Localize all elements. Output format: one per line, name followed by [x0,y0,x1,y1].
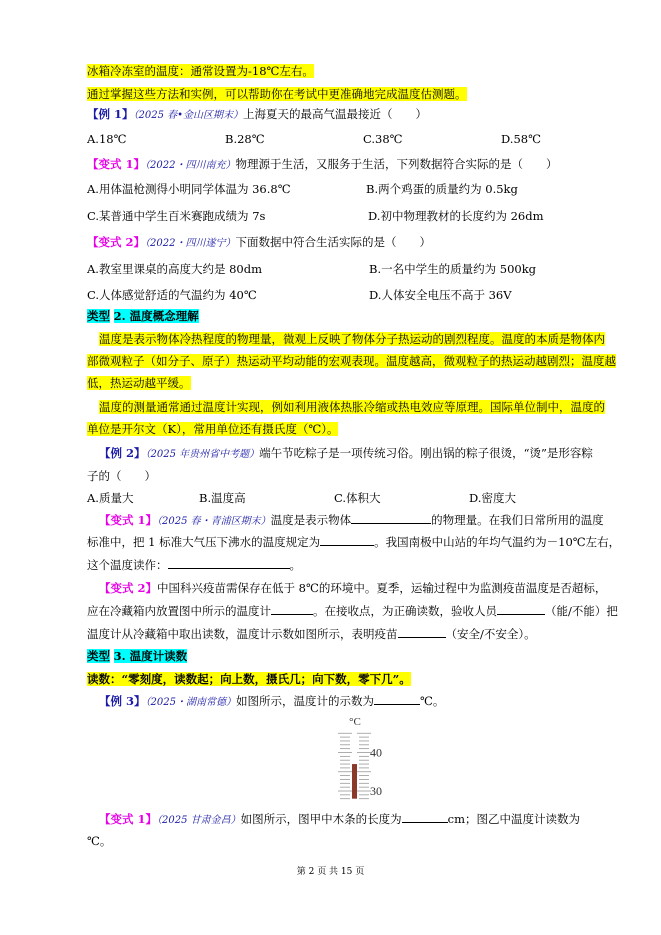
example-2-question-cont: 子的（ ） [87,469,156,483]
thermometer-unit-label: °C [349,716,361,728]
example-2-question: 【例 2】（2025 年贵州省中考题）端午节吃粽子是一项传统习俗。刚出锅的粽子很烫，“烫”是形容粽 [99,446,593,460]
option-d: D.58℃ [501,132,541,146]
answer-blank[interactable] [398,626,446,638]
variant-1b-line-1: 【变式 1】（2025 春・青浦区期末）温度是表示物体 的物理量。在我们日常所用的温度 [99,513,604,527]
tick-label-40: 40 [370,745,382,760]
option-b: B.28℃ [225,132,265,146]
example-3-question: 【例 3】（2025・湖南常德）如图所示，温度计的示数为 ℃。 [99,694,445,708]
type-2-para-1-line-2: 部微观粒子（如分子、原子）热运动平均动能的宏观表现。温度越高，微观粒子的热运动越剧烈；温度越 [87,354,616,368]
variant-2b-line-2: 应在冷藏箱内放置图中所示的温度计 。在接收点，为正确读数，验收人员 （能/不能）把 [87,604,618,618]
type-2-para-1-line-3: 低，热运动越平缓。 [87,376,191,390]
variant-1c-line-1: 【变式 1】（2025 甘肃金昌）如图所示，图甲中木条的长度为 cm；图乙中温度计读数为 [99,812,581,826]
page-footer: 第 2 页 共 15 页 [296,867,365,877]
thermometer-figure [300,712,380,804]
thermometer-liquid-column [352,764,357,799]
intro-line-2: 通过掌握这些方法和实例，可以帮助你在考试中更准确地完成温度估测题。 [87,87,467,101]
variant-1c-line-2: ℃。 [87,834,112,848]
variant-1b-line-3: 这个温度读作： 。 [87,558,301,572]
answer-blank[interactable] [351,512,431,524]
variant-2b-line-1: 【变式 2】中国科兴疫苗需保存在低于 8℃的环境中。夏季，运输过程中为监测疫苗温度是否超标， [99,581,607,595]
answer-blank[interactable] [320,534,374,546]
type-3-rule: 读数：“零刻度，读数起；向上数，摄氏几；向下数，零下几”。 [87,672,411,686]
variant-2b-line-3: 温度计从冷藏箱中取出读数，温度计示数如图所示，表明疫苗 （安全/不安全）。 [87,627,536,641]
variant-1-question: 【变式 1】（2022・四川南充）物理源于生活，又服务于生活，下列数据符合实际的是（ ） [87,157,558,171]
option-c: C.38℃ [363,132,403,146]
answer-blank[interactable] [271,603,313,615]
answer-blank[interactable] [497,603,545,615]
tick-label-30: 30 [370,784,382,798]
variant-1b-line-2: 标准中，把 1 标准大气压下沸水的温度规定为 。我国南极中山站的年均气温约为－10℃左右， [87,535,621,549]
answer-blank[interactable] [374,693,420,705]
type-3-heading: 类型 3. 温度计读数 [87,649,188,663]
type-2-heading: 类型 2. 温度概念理解 [87,309,199,323]
variant-2-question: 【变式 2】（2022・四川遂宁）下面数据中符合生活实际的是（ ） [87,235,431,249]
option-a: A.18℃ [87,132,127,146]
type-2-para-2-line-2: 单位是开尔文（K），常用单位还有摄氏度（℃）。 [87,422,339,436]
type-2-para-2-line-1: 温度的测量通常通过温度计实现，例如利用液体热胀冷缩或热电效应等原理。国际单位制中，温度的 [99,400,605,414]
example-1-question: 【例 1】（2025 春•金山区期末）上海夏天的最高气温最接近（ ） [87,107,428,121]
intro-line-1: 冰箱冷冻室的温度：通常设置为-18℃左右。 [87,64,314,78]
type-2-para-1-line-1: 温度是表示物体冷热程度的物理量，微观上反映了物体分子热运动的剧烈程度。温度的本质是物体内 [99,332,605,346]
answer-blank[interactable] [168,557,290,569]
answer-blank[interactable] [402,811,448,823]
